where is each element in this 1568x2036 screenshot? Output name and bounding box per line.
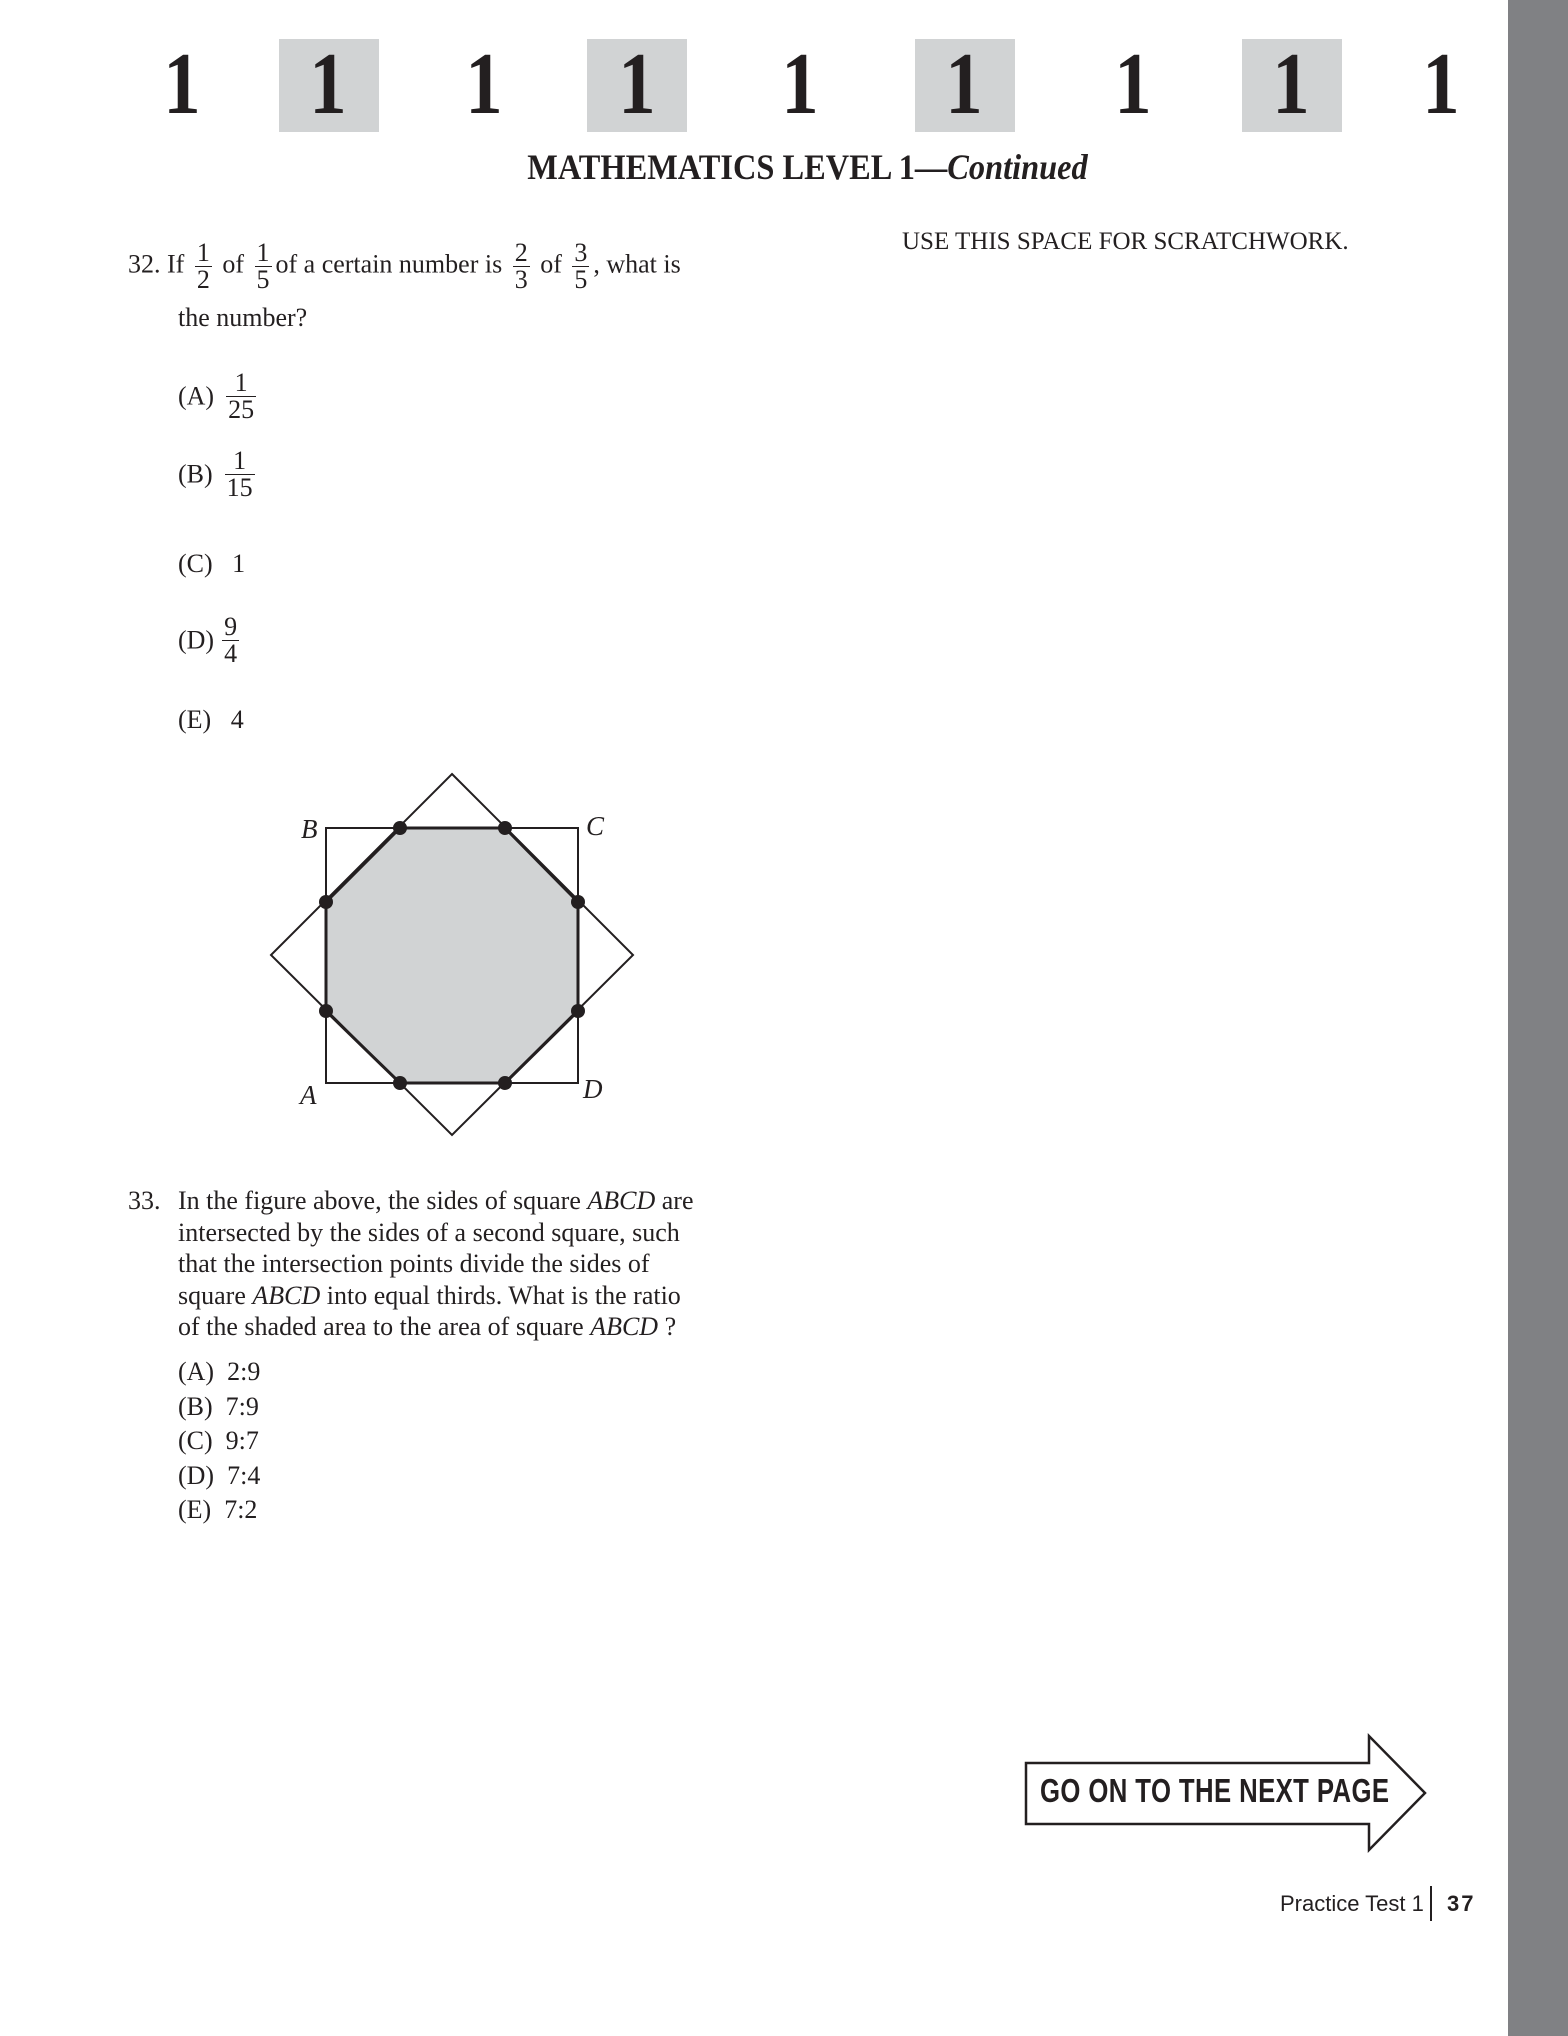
numerator: 1: [196, 238, 210, 267]
denominator: 2: [196, 265, 210, 294]
option-label: (C): [178, 1426, 213, 1455]
q-italic: ABCD: [590, 1312, 659, 1341]
section-digit: 1: [1422, 36, 1460, 133]
numerator: 9: [224, 612, 238, 641]
section-digit: 1: [309, 36, 347, 133]
q-text: intersected by the sides of a second square, such: [178, 1217, 680, 1247]
vertex-label-c: C: [586, 811, 605, 841]
q-italic: ABCD: [587, 1186, 656, 1215]
title-continued: Continued: [947, 147, 1088, 187]
q-text: of: [222, 249, 244, 279]
go-on-next-page: GO ON TO THE NEXT PAGE: [1040, 1772, 1390, 1809]
section-digit: 1: [163, 36, 201, 133]
section-digit: 1: [465, 36, 503, 133]
q-text: of a certain number is: [275, 249, 503, 279]
q-text: into equal thirds. What is the ratio: [320, 1280, 681, 1310]
q-text: are: [655, 1186, 694, 1215]
q-text: square: [178, 1280, 253, 1310]
denominator: 25: [228, 395, 255, 424]
q-text: of: [540, 249, 562, 279]
option-label: (C): [178, 549, 213, 578]
option-value: 7:2: [224, 1495, 258, 1524]
numerator: 1: [256, 238, 270, 267]
option-label: (E): [178, 1495, 212, 1524]
option-value: 9:7: [225, 1426, 259, 1455]
denominator: 4: [224, 639, 238, 668]
q-text: In the figure above, the sides of square: [178, 1186, 588, 1215]
section-digit: 1: [1114, 36, 1152, 133]
vertex-label-d: D: [583, 1074, 603, 1104]
q-text: , what is: [593, 249, 681, 279]
question-number: 32.: [128, 249, 161, 279]
denominator: 5: [256, 265, 270, 294]
numerator: 1: [226, 370, 256, 397]
section-digit: 1: [945, 36, 983, 133]
numerator: 3: [574, 238, 588, 267]
question-32-line2: the number?: [178, 303, 308, 332]
numerator: 1: [225, 448, 255, 475]
numerator: 2: [514, 238, 528, 267]
page-number: 37: [1447, 1891, 1476, 1916]
option-value: 1: [232, 549, 246, 578]
vertex-label-a: A: [300, 1080, 317, 1110]
section-digit: 1: [1272, 36, 1310, 133]
section-digit: 1: [618, 36, 656, 133]
option-value: 7:4: [227, 1460, 261, 1490]
option-label: (D): [178, 1460, 215, 1490]
title-text: MATHEMATICS LEVEL 1—: [527, 147, 948, 187]
vertex-label-b: B: [301, 814, 318, 844]
option-value: 7:9: [225, 1391, 259, 1421]
footer-divider: [1430, 1886, 1432, 1921]
option-label: (A): [178, 381, 215, 411]
q-italic: ABCD: [252, 1280, 321, 1310]
option-label: (B): [178, 1391, 213, 1421]
denominator: 5: [574, 265, 588, 294]
option-label: (E): [178, 705, 212, 734]
scratchwork-note: USE THIS SPACE FOR SCRATCHWORK.: [902, 228, 1349, 255]
option-label: (A): [178, 1357, 215, 1386]
denominator: 15: [226, 473, 253, 502]
option-value: 4: [230, 705, 244, 734]
option-value: 2:9: [227, 1357, 261, 1386]
q-text: of the shaded area to the area of square: [178, 1312, 591, 1341]
q-text: that the intersection points divide the sides of: [178, 1249, 650, 1278]
option-label: (D): [178, 625, 215, 655]
question-number: 33.: [128, 1186, 161, 1215]
q-text: ?: [658, 1312, 677, 1341]
q-text: If: [167, 249, 185, 279]
footer-section: Practice Test 1: [1280, 1891, 1424, 1916]
option-label: (B): [178, 459, 213, 489]
section-digit: 1: [781, 36, 819, 133]
denominator: 3: [514, 265, 528, 294]
